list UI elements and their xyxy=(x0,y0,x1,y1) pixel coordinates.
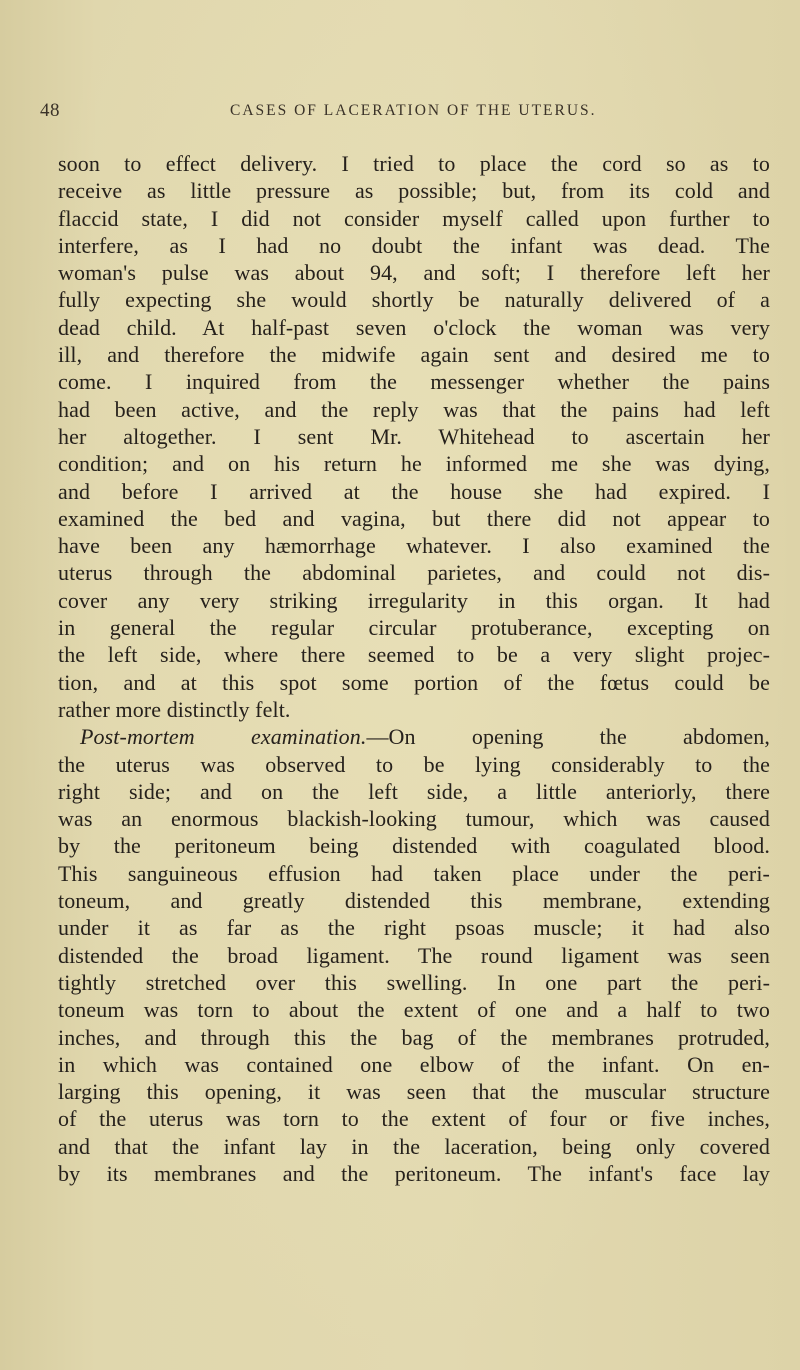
text-line: was an enormous blackish-looking tumour, which was caused xyxy=(58,806,770,832)
text-line: the left side, where there seemed to be a very slight projec- xyxy=(58,642,770,668)
text-line: soon to effect delivery. I tried to place the cord so as to xyxy=(58,151,770,176)
text-line: her altogether. I sent Mr. Whitehead to ascertain her xyxy=(58,423,770,449)
body-text xyxy=(58,150,770,1187)
text-line: distended the broad ligament. The round ligament was seen xyxy=(58,942,770,968)
text-line: and that the infant lay in the laceration, being only covered xyxy=(58,1133,770,1159)
text-line: woman's pulse was about 94, and soft; I therefore left her xyxy=(58,260,770,286)
text-line: inches, and through this the bag of the membranes protruded, xyxy=(58,1024,770,1050)
text-line: tightly stretched over this swelling. In one part the peri- xyxy=(58,969,770,995)
page-number: 48 xyxy=(40,100,60,121)
text-line: fully expecting she would shortly be naturally delivered of a xyxy=(58,287,770,313)
text-line: of the uterus was torn to the extent of four or five inches, xyxy=(58,1106,770,1132)
text-line: have been any hæmorrhage whatever. I also examined the xyxy=(58,533,770,559)
text-line: toneum was torn to about the extent of one and a half to two xyxy=(58,997,770,1023)
text-line: by its membranes and the peritoneum. The infant's face lay xyxy=(58,1160,770,1186)
heading-line-rest: —On opening the abdomen, xyxy=(366,724,770,750)
text-line: under it as far as the right psoas muscle; it had also xyxy=(58,915,770,941)
paragraph-case-narrative xyxy=(58,150,770,723)
text-line: the uterus was observed to be lying considerably to the xyxy=(58,751,770,777)
text-line: flaccid state, I did not consider myself called upon further to xyxy=(58,205,770,231)
text-line: right side; and on the left side, a little anteriorly, there xyxy=(58,778,770,804)
text-line: tion, and at this spot some portion of the fœtus could be xyxy=(58,669,770,695)
text-line: examined the bed and vagina, but there did not appear to xyxy=(58,505,770,531)
text-line: in which was contained one elbow of the infant. On en- xyxy=(58,1051,770,1077)
text-line: come. I inquired from the messenger whether the pains xyxy=(58,369,770,395)
text-line: cover any very striking irregularity in this organ. It had xyxy=(58,587,770,613)
text-line: receive as little pressure as possible; but, from its cold and xyxy=(58,178,770,204)
text-line: dead child. At half-past seven o'clock the woman was very xyxy=(58,314,770,340)
text-line: and before I arrived at the house she had expired. I xyxy=(58,478,770,504)
text-line xyxy=(58,723,770,750)
text-line: by the peritoneum being distended with coagulated blood. xyxy=(58,833,770,859)
text-line: This sanguineous effusion had taken place under the peri- xyxy=(58,860,770,886)
text-line: interfere, as I had no doubt the infant was dead. The xyxy=(58,232,770,258)
paragraph-post-mortem xyxy=(58,723,770,1187)
text-line: condition; and on his return he informed me she was dying, xyxy=(58,451,770,477)
text-line: uterus through the abdominal parietes, and could not dis- xyxy=(58,560,770,586)
running-head: CASES OF LACERATION OF THE UTERUS. xyxy=(230,102,597,119)
text-line: ill, and therefore the midwife again sent and desired me to xyxy=(58,342,770,368)
text-line: rather more distinctly felt. xyxy=(58,696,291,722)
post-mortem-heading: Post-mortem examination. xyxy=(80,724,367,750)
text-line: larging this opening, it was seen that the muscular structure xyxy=(58,1079,770,1105)
text-line: toneum, and greatly distended this membrane, extending xyxy=(58,888,770,914)
text-line: had been active, and the reply was that the pains had left xyxy=(58,396,770,422)
page-header xyxy=(0,100,800,130)
text-line: in general the regular circular protuberance, excepting on xyxy=(58,615,770,641)
